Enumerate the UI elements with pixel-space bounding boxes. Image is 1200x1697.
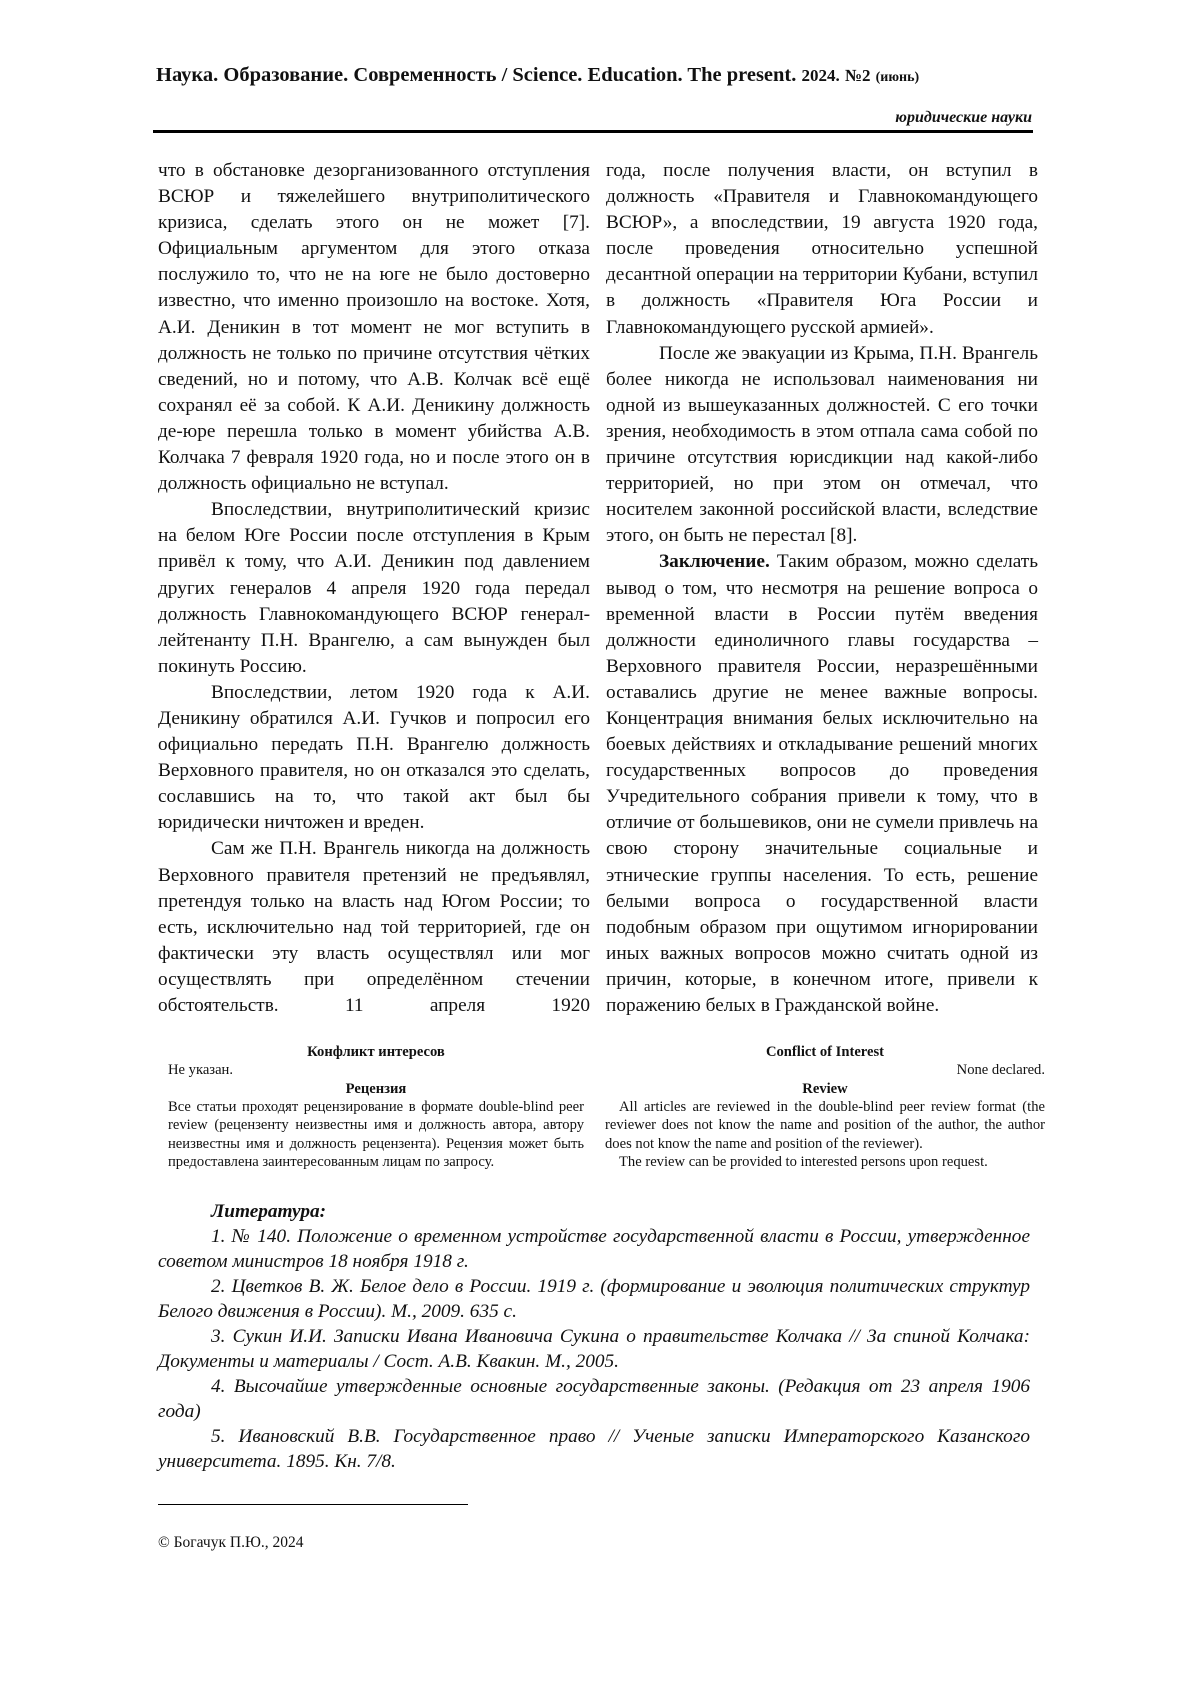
footer-blocks xyxy=(158,1043,1046,1171)
copyright: © Богачук П.Ю., 2024 xyxy=(158,1533,1046,1553)
footer-en xyxy=(605,1043,1045,1171)
footnote-rule xyxy=(158,1504,468,1505)
journal-month: (июнь) xyxy=(876,70,920,85)
page-body xyxy=(0,158,1046,1593)
literature xyxy=(158,1199,1030,1474)
reference-item: 4. Высочайше утвержденные основные государственные законы. (Редакция от 23 апреля 1906 года) xyxy=(158,1374,1030,1424)
review-text: Все статьи проходят рецензирование в формате double-blind peer review (рецензенту неизвестны имя и должность автора, автору неизвестны имя и должность рецензента). Рецензия может быть предоставлена заинтересованным лицам по запросу. xyxy=(168,1098,584,1171)
review-text: All articles are reviewed in the double-blind peer review format (the reviewer does not know the name and position of the author, the author does not know the name and position of the reviewer). xyxy=(605,1098,1045,1153)
reference-item: 5. Ивановский В.В. Государственное право // Ученые записки Императорского Казанского университета. 1895. Кн. 7/8. xyxy=(158,1424,1030,1474)
review-text-2: The review can be provided to interested persons upon request. xyxy=(605,1153,1045,1171)
conflict-title: Conflict of Interest xyxy=(605,1043,1045,1061)
conflict-title: Конфликт интересов xyxy=(168,1043,584,1061)
paragraph: что в обстановке дезорганизованного отступления ВСЮР и тяжелейшего внутриполитического кризиса, сделать этого он не может [7]. Официальным аргументом для этого отказа послужило то, что не на юге не было достоверно известно, что именно произошло на востоке. Хотя, А.И. Деникин в тот момент не мог вступить в должность не только по причине отсутствия чётких сведений, но и потому, что А.В. Колчак всё ещё сохранял её за собой. К А.И. Деникину должность де-юре перешла только в момент убийства А.В. Колчака 7 февраля 1920 года, но и после этого он в должность официально не вступал. xyxy=(158,158,590,497)
reference-item: 2. Цветков В. Ж. Белое дело в России. 1919 г. (формирование и эволюция политических структур Белого движения в России). М., 2009. 635 с. xyxy=(158,1274,1030,1324)
header-rule xyxy=(153,130,1033,133)
conflict-text: Не указан. xyxy=(168,1061,584,1079)
left-column xyxy=(158,158,590,1019)
review-title: Review xyxy=(605,1080,1045,1098)
article-columns xyxy=(158,158,1046,1019)
paragraph: Впоследствии, летом 1920 года к А.И. Деникину обратился А.И. Гучков и попросил его официально передать П.Н. Врангелю должность Верховного правителя, но он отказался это сделать, сославшись на то, что такой акт был бы юридически ничтожен и вреден. xyxy=(158,680,590,837)
right-column xyxy=(606,158,1038,1019)
journal-header xyxy=(156,64,919,87)
conclusion-label: Заключение. xyxy=(659,551,770,572)
paragraph: После же эвакуации из Крыма, П.Н. Врангель более никогда не использовал наименования ни одной из вышеуказанных должностей. С его точки зрения, необходимость в этом отпала сама собой по причине отсутствия юрисдикции над какой-либо территорией, но при этом он отмечал, что носителем законной российской власти, вследствие этого, он быть не перестал [8]. xyxy=(606,341,1038,550)
section-label: юридические науки xyxy=(895,108,1032,127)
reference-item: 3. Сукин И.И. Записки Ивана Ивановича Сукина о правительстве Колчака // За спиной Колчака: Документы и материалы / Сост. А.В. Квакин. М., 2005. xyxy=(158,1324,1030,1374)
paragraph: Сам же П.Н. Врангель никогда на должность Верховного правителя претензий не предъявлял, претендуя только на власть над Югом России; то есть, исключительно над той территорией, где он фактически эту власть осуществлял или мог осуществлять при определённом стечении обстоятельств. 11 апреля 1920 xyxy=(158,836,590,1019)
reference-item: 1. № 140. Положение о временном устройстве государственной власти в России, утвержденное советом министров 18 ноября 1918 г. xyxy=(158,1224,1030,1274)
conclusion-text: Таким образом, можно сделать вывод о том, что несмотря на решение вопроса о временной власти в России путём введения должности единоличного главы государства – Верховного правителя России, неразрешёнными оставались другие не менее важные вопросы. Концентрация внимания белых исключительно на боевых действиях и откладывание решений многих государственных вопросов до проведения Учредительного собрания привели к тому, что в отличие от большевиков, они не сумели привлечь на свою сторону значительные социальные и этнические группы населения. То есть, решение белыми вопроса о государственной власти подобным образом при ощутимом игнорировании иных важных вопросов можно считать одной из причин, которые, в конечном итоге, привели к поражению белых в Гражданской войне. xyxy=(606,551,1038,1016)
paragraph: года, после получения власти, он вступил в должность «Правителя и Главнокомандующего ВСЮР», а впоследствии, 19 августа 1920 года, после проведения относительно успешной десантной операции на территории Кубани, вступил в должность «Правителя Юга России и Главнокомандующего русской армией». xyxy=(606,158,1038,341)
footer-ru xyxy=(168,1043,584,1171)
literature-title: Литература: xyxy=(211,1199,1030,1224)
conflict-text: None declared. xyxy=(605,1061,1045,1079)
page-header xyxy=(0,0,1200,158)
paragraph: Впоследствии, внутриполитический кризис на белом Юге России после отступления в Крым привёл к тому, что А.И. Деникин под давлением других генералов 4 апреля 1920 года передал должность Главнокомандующего ВСЮР генерал-лейтенанту П.Н. Врангелю, а сам вынужден был покинуть Россию. xyxy=(158,497,590,680)
journal-year: 2024. xyxy=(802,66,840,85)
conclusion-paragraph xyxy=(606,549,1038,1019)
journal-issue: №2 xyxy=(845,66,871,85)
review-title: Рецензия xyxy=(168,1080,584,1098)
journal-title: Наука. Образование. Современность / Science. Education. The present. xyxy=(156,64,796,86)
